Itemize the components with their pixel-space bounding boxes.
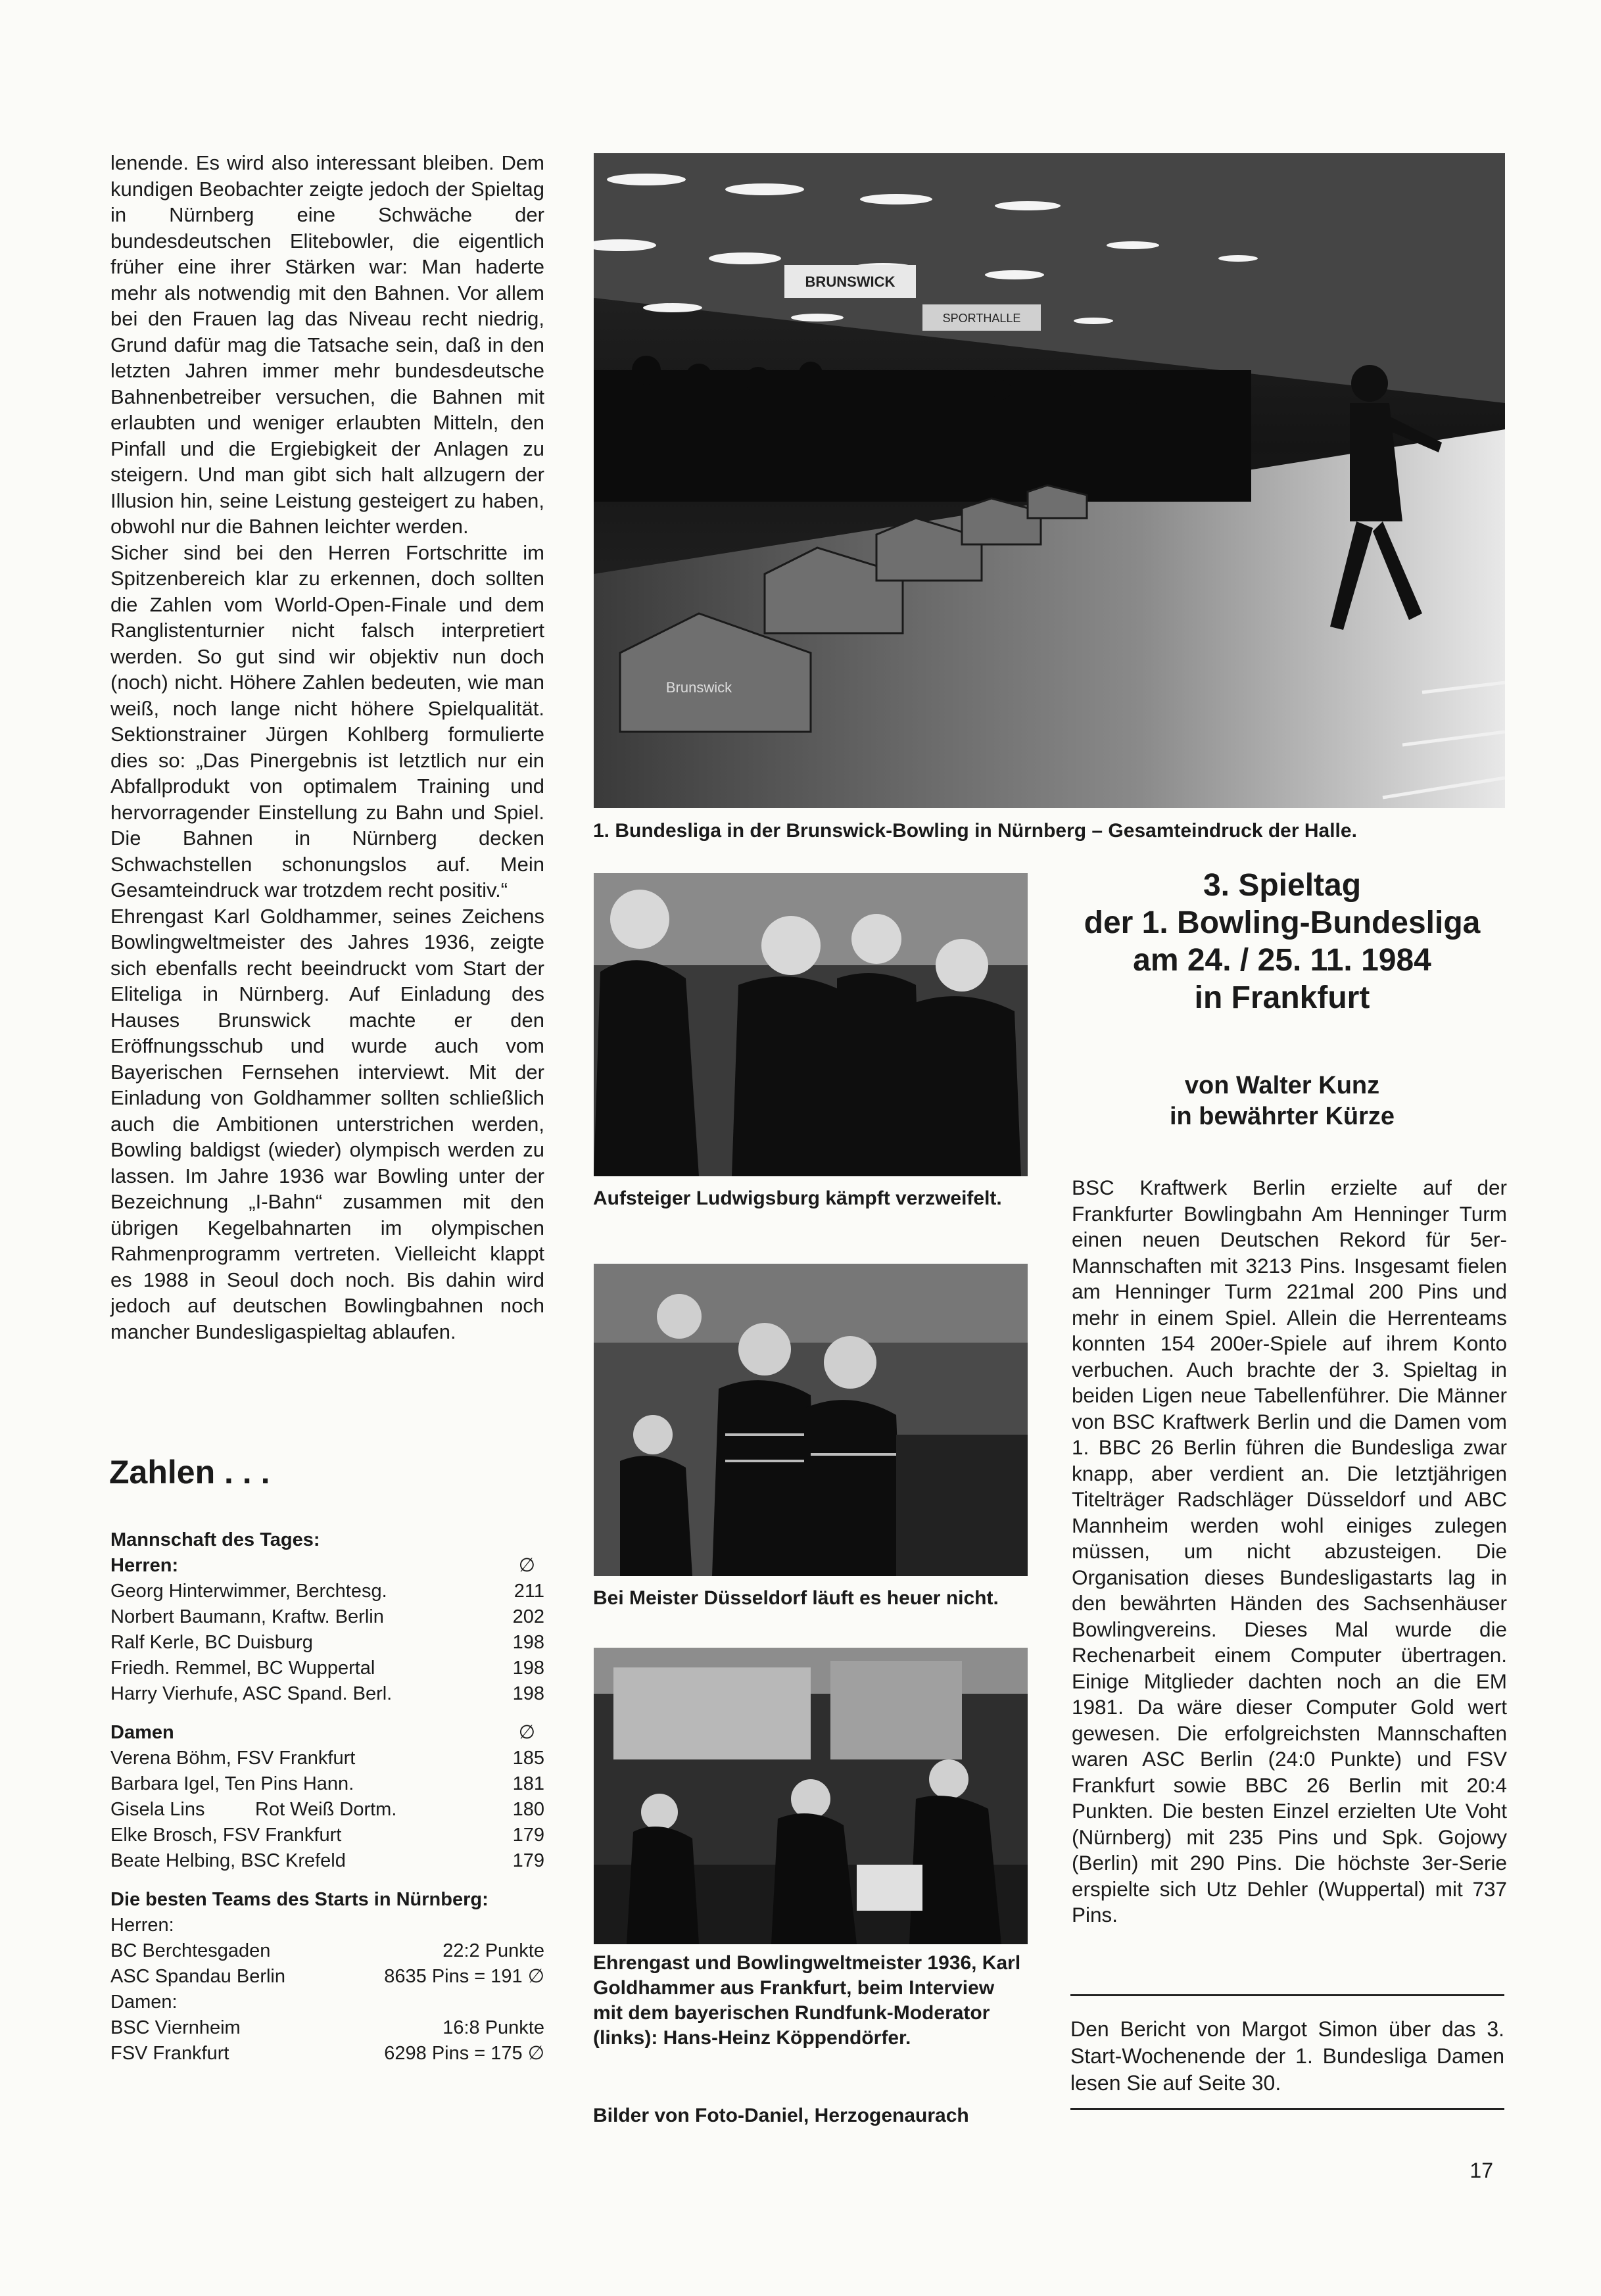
article-paragraph: Ehrengast Karl Goldhammer, seines Zeichens Bowlingweltmeister des Jahres 1936, zeigte sich ebenfalls recht beeindruckt vom Start der Eliteliga in Nürnberg. Auf Einladung des Hauses Brunswick machte er den Eröffnungsschub und wurde auch vom Bayerischen Fernsehen interviewt. Mit der Einladung von Goldhammer sollten schließlich auch die Ambitionen unterstrichen werden, Bowling baldigst (wieder) olympisch werden zu lassen. Im Jahre 1936 war Bowling unter der Bezeichnung „I-Bahn“ zusammen mit den übrigen Kegelbahnarten im olympischen Rahmenprogramm vertreten. Vielleicht klappt es 1988 in Seoul doch noch. Bis dahin wird jedoch auf deutschen Bowlingbahnen noch mancher Bundesligaspieltag ablaufen. bbox=[110, 904, 544, 1343]
table-row: Harry Vierhufe, ASC Spand. Berl. 198 bbox=[110, 1683, 544, 1704]
photo-caption: Aufsteiger Ludwigsburg kämpft verzweifelt. bbox=[593, 1187, 1002, 1209]
headline-line: der 1. Bowling-Bundesliga bbox=[1084, 905, 1481, 940]
article-paragraph: Sicher sind bei den Herren Fortschritte im Spitzenbereich klar zu erkennen, doch sollten die Zahlen vom World-Open-Finale und dem Ranglistenturnier nicht falsch interpretiert werden. So gut sind wir objektiv nun doch (noch) nicht. Höhere Zahlen bedeuten, wie man weiß, noch lange nicht höhere Spielqualität. Sektionstrainer Jürgen Kohlberg formulierte dies so: „Das Pinergebnis ist letztlich nur ein Abfallprodukt von optimalem Training und hervorragender Einstellung zu Bahn und Spiel. Die Bahnen in Nürnberg decken Schwachstellen schonungslos auf. Mein Gesamteindruck war trotzdem recht positiv.“ bbox=[110, 540, 544, 901]
zahlen-title: Zahlen . . . bbox=[109, 1454, 270, 1491]
divider bbox=[1070, 2108, 1504, 2110]
table-row: Georg Hinterwimmer, Berchtesg. 211 bbox=[110, 1581, 544, 1602]
headline-line: am 24. / 25. 11. 1984 bbox=[1133, 943, 1431, 978]
herren-label: Herren: bbox=[110, 1555, 179, 1576]
table-row: BC Berchtesgaden 22:2 Punkte bbox=[110, 1940, 544, 1961]
duesseldorf-team-photo bbox=[594, 1264, 1028, 1576]
reference-note: Den Bericht von Margot Simon über das 3. Start-Wochenende der 1. Bundesliga Damen lesen Sie auf Seite 30. bbox=[1070, 2017, 1504, 2095]
table-row: Elke Brosch, FSV Frankfurt 179 bbox=[110, 1825, 544, 1846]
section-heading: Die besten Teams des Starts in Nürnberg: bbox=[110, 1889, 489, 1910]
table-row: Friedh. Remmel, BC Wuppertal 198 bbox=[110, 1658, 544, 1679]
headline-line: 3. Spieltag bbox=[1203, 868, 1362, 903]
bowling-hall-photo bbox=[594, 153, 1505, 808]
interview-photo bbox=[594, 1648, 1028, 1944]
damen-teams-label: Damen: bbox=[110, 1992, 178, 2013]
table-row: Verena Böhm, FSV Frankfurt 185 bbox=[110, 1748, 544, 1769]
article-headline bbox=[1052, 867, 1512, 1016]
damen-label: Damen bbox=[110, 1722, 174, 1743]
photo-caption: Bei Meister Düsseldorf läuft es heuer nicht. bbox=[593, 1587, 999, 1609]
table-row: Barbara Igel, Ten Pins Hann. 181 bbox=[110, 1773, 544, 1794]
herren-teams-label: Herren: bbox=[110, 1915, 174, 1936]
hall-sign: BRUNSWICK bbox=[805, 274, 896, 290]
table-row: Beate Helbing, BSC Krefeld 179 bbox=[110, 1850, 544, 1871]
divider bbox=[1070, 1994, 1504, 1996]
console-label: Brunswick bbox=[665, 679, 732, 696]
page-number: 17 bbox=[1470, 2159, 1493, 2182]
average-symbol: ∅ bbox=[518, 1722, 535, 1743]
headline-line: in Frankfurt bbox=[1194, 980, 1370, 1015]
photo-caption: Ehrengast und Bowlingweltmeister 1936, Karl Goldhammer aus Frankfurt, beim Interview mit dem bayerischen Rundfunk-Moderator (links): Hans-Heinz Köppendörfer. bbox=[593, 1952, 1021, 2049]
photo-credits: Bilder von Foto-Daniel, Herzogenaurach bbox=[593, 2105, 969, 2126]
table-row: ASC Spandau Berlin 8635 Pins = 191 ∅ bbox=[110, 1966, 544, 1987]
table-row: FSV Frankfurt 6298 Pins = 175 ∅ bbox=[110, 2043, 544, 2064]
byline-line: von Walter Kunz bbox=[1184, 1072, 1380, 1099]
average-symbol: ∅ bbox=[518, 1555, 535, 1576]
article-body: BSC Kraftwerk Berlin erzielte auf der Frankfurter Bowlingbahn Am Henninger Turm einen neuen Deutschen Rekord für 5er-Mannschaften mit 3213 Pins. Insgesamt fielen am Henninger Turm 221mal 200 Pins und mehr in einem Spiel. Allein die Herrenteams konnten 154 200er-Spiele auf ihrem Konto verbuchen. Auch brachte der 3. Spieltag in beiden Ligen neue Tabellenführer. Die Männer von BSC Kraftwerk Berlin und die Damen vom 1. BBC 26 Berlin führen die Bundesliga zwar knapp, aber verdient an. Die letztjährigen Titelträger Radschläger Düsseldorf und ABC Mannheim werden wohl einiges zulegen müssen, um nicht abzusteigen. Die Organisation dieses Bundesligastarts lag in den bewährten Händen des Sachsenhäuser Bowlingvereins. Dieses Mal wurde die Rechenarbeit einem Computer übertragen. Einige Mitglieder dachten noch an die EM 1981. Da wäre dieser Computer Gold wert gewesen. Die erfolgreichsten Mannschaften waren ASC Berlin (24:0 Punkte) und FSV Frankfurt sowie BBC 26 Berlin mit 20:4 Punkten. Die besten Einzel erzielten Ute Voht (Nürnberg) mit 235 Pins und Spk. Gojowy (Berlin) mit 290 Pins. Die höchste 3er-Serie erspielte sich Utz Dehler (Wuppertal) mit 737 Pins. bbox=[1072, 1176, 1507, 1926]
photo-caption: 1. Bundesliga in der Brunswick-Bowling in Nürnberg – Gesamteindruck der Halle. bbox=[593, 820, 1357, 842]
byline-line: in bewährter Kürze bbox=[1169, 1103, 1395, 1130]
left-article bbox=[110, 150, 544, 1345]
table-row: BSC Viernheim 16:8 Punkte bbox=[110, 2017, 544, 2038]
article-byline bbox=[1052, 1070, 1512, 1132]
section-heading: Mannschaft des Tages: bbox=[110, 1529, 320, 1550]
team-of-day-table bbox=[110, 1527, 544, 2067]
table-row: Gisela Lins Rot Weiß Dortm. 180 bbox=[110, 1799, 544, 1820]
hall-sign: SPORTHALLE bbox=[942, 312, 1021, 325]
ludwigsburg-team-photo bbox=[594, 873, 1028, 1176]
article-paragraph: lenende. Es wird also interessant bleiben. Dem kundigen Beobachter zeigte jedoch der Spieltag in Nürnberg eine Schwäche der bundesdeutschen Elitebowler, die eigentlich früher eine ihrer Stärken war: Man haderte mehr als notwendig mit den Bahnen. Vor allem bei den Frauen lag das Niveau recht niedrig, Grund dafür mag die Tatsache sein, daß in den letzten Jahren immer mehr bundesdeutsche Bahnenbetreiber versuchen, die Bahnen mit erlaubten und weniger erlaubten Mitteln, den Pinfall und die Ergiebigkeit der Anlagen zu steigern. Und man gibt sich halt allzugern der Illusion hin, seine Leistung gesteigert zu haben, obwohl nur die Bahnen leichter werden. bbox=[110, 151, 544, 538]
right-article bbox=[1072, 1175, 1507, 1928]
table-row: Norbert Baumann, Kraftw. Berlin 202 bbox=[110, 1606, 544, 1627]
table-row: Ralf Kerle, BC Duisburg 198 bbox=[110, 1632, 544, 1653]
